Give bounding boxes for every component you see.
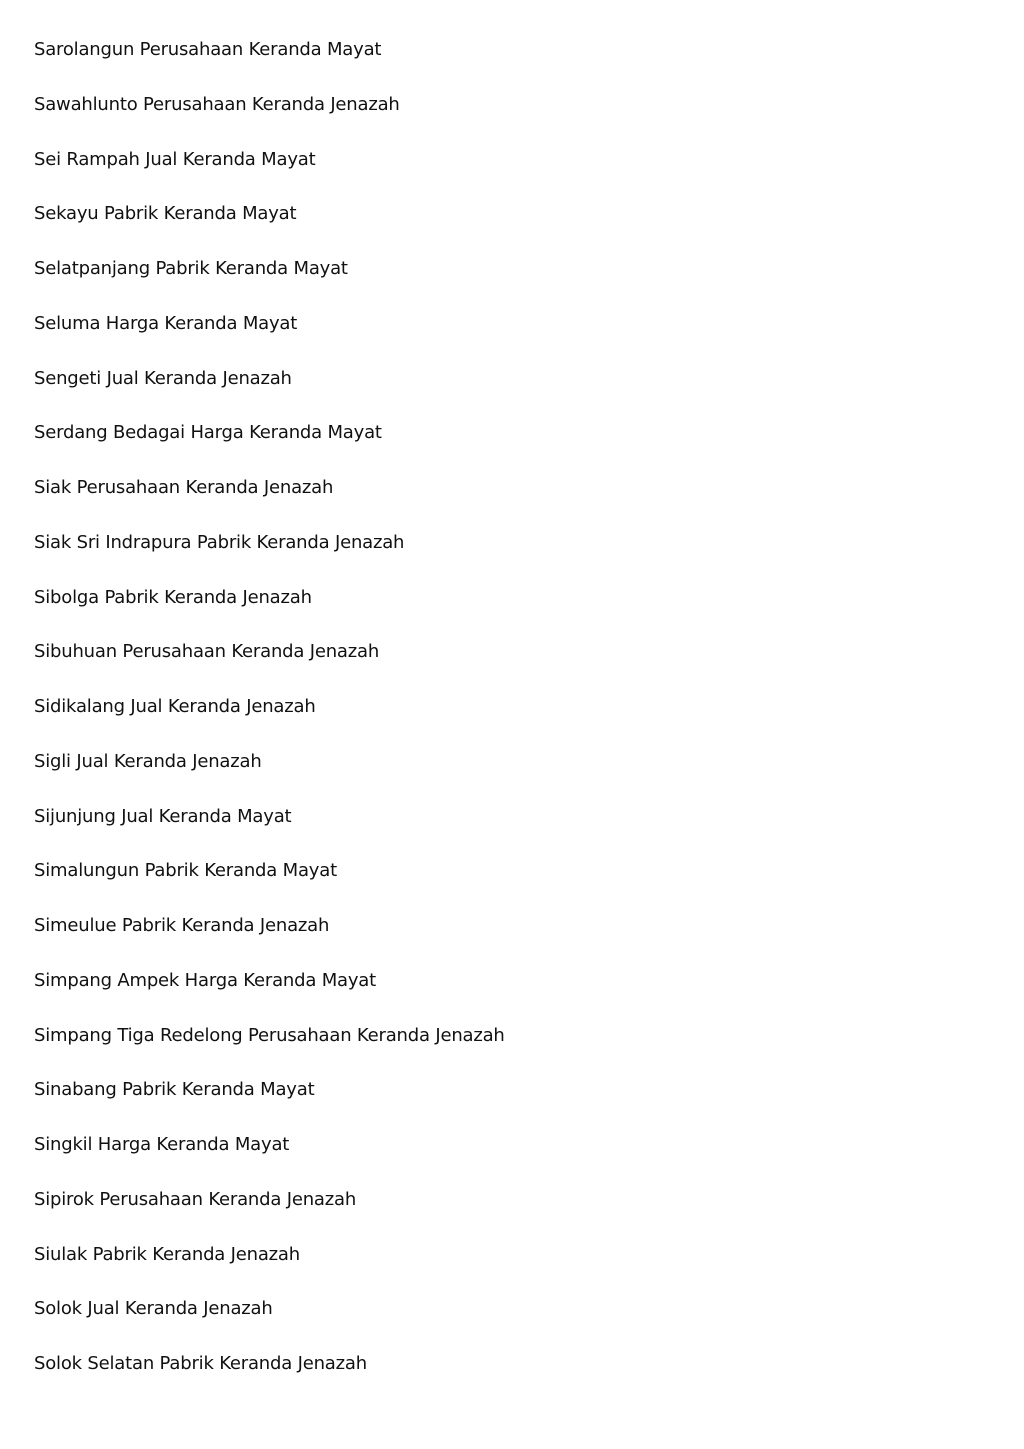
list-item: Sibolga Pabrik Keranda Jenazah [34,586,312,608]
list-item: Sekayu Pabrik Keranda Mayat [34,203,297,225]
list-item: Simpang Tiga Redelong Perusahaan Keranda Jenazah [34,1024,505,1046]
list-item: Serdang Bedagai Harga Keranda Mayat [34,422,382,444]
location-list [34,36,505,1405]
list-item: Sei Rampah Jual Keranda Mayat [34,148,316,170]
list-item: Sigli Jual Keranda Jenazah [34,750,262,772]
list-item: Sarolangun Perusahaan Keranda Mayat [34,39,382,60]
list-item: Siulak Pabrik Keranda Jenazah [34,1243,300,1265]
list-item: Sibuhuan Perusahaan Keranda Jenazah [34,641,380,663]
list-item: Simeulue Pabrik Keranda Jenazah [34,915,330,936]
list-item: Simpang Ampek Harga Keranda Mayat [34,969,376,991]
list-item: Siak Perusahaan Keranda Jenazah [34,477,334,498]
list-item: Solok Selatan Pabrik Keranda Jenazah [34,1353,367,1374]
list-item: Solok Jual Keranda Jenazah [34,1298,273,1320]
list-item: Siak Sri Indrapura Pabrik Keranda Jenazah [34,531,405,553]
list-item: Selatpanjang Pabrik Keranda Mayat [34,258,348,279]
list-item: Sawahlunto Perusahaan Keranda Jenazah [34,93,400,115]
list-item: Seluma Harga Keranda Mayat [34,312,298,334]
list-item: Sengeti Jual Keranda Jenazah [34,367,292,389]
list-item: Sinabang Pabrik Keranda Mayat [34,1079,315,1101]
list-item: Sijunjung Jual Keranda Mayat [34,805,292,827]
list-item: Simalungun Pabrik Keranda Mayat [34,860,337,882]
list-item: Sipirok Perusahaan Keranda Jenazah [34,1188,357,1210]
list-item: Sidikalang Jual Keranda Jenazah [34,696,316,717]
list-item: Singkil Harga Keranda Mayat [34,1134,290,1155]
